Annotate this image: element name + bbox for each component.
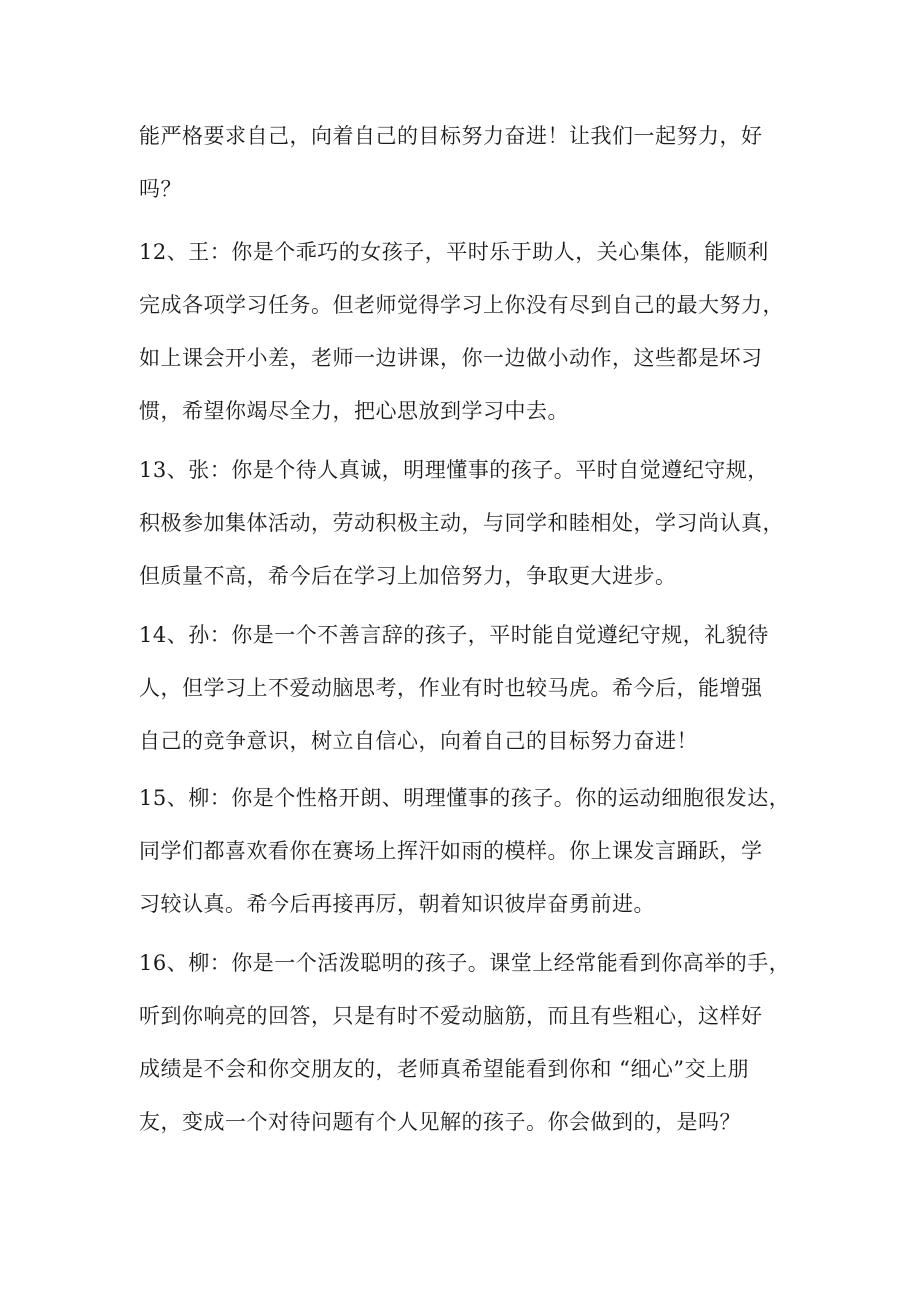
text-line: 14、孙：你是一个不善言辞的孩子，平时能自觉遵纪守规，礼貌待 [139,623,769,647]
paragraph-comment-16 [139,937,789,1149]
text-line: 能严格要求自己，向着自己的目标努力奋进！让我们一起努力，好 [139,124,763,148]
text-line: 成绩是不会和你交朋友的，老师真希望能看到你和 “细心”交上朋 [139,1057,750,1081]
text-line: 吗？ [139,177,182,201]
text-line: 但质量不高，希今后在学习上加倍努力，争取更大进步。 [139,564,677,588]
text-line: 13、张：你是个待人真诚，明理懂事的孩子。平时自觉遵纪守规， [139,458,769,482]
paragraph-comment-13 [139,444,789,603]
text-line: 友，变成一个对待问题有个人见解的孩子。你会做到的，是吗？ [139,1110,741,1134]
paragraph-comment-14 [139,609,789,768]
paragraph-intro [139,110,789,216]
text-line: 12、王：你是个乖巧的女孩子，平时乐于助人，关心集体，能顺利 [139,240,769,264]
text-line: 积极参加集体活动，劳动积极主动，与同学和睦相处，学习尚认真， [139,511,784,535]
text-line: 15、柳：你是个性格开朗、明理懂事的孩子。你的运动细胞很发达， [139,786,791,810]
text-line: 同学们都喜欢看你在赛场上挥汗如雨的模样。你上课发言踊跃，学 [139,839,763,863]
text-line: 听到你响亮的回答，只是有时不爱动脑筋，而且有些粗心，这样好 [139,1004,763,1028]
paragraph-comment-15 [139,772,789,931]
text-line: 如上课会开小差，老师一边讲课，你一边做小动作，这些都是坏习 [139,346,763,370]
paragraph-comment-12 [139,226,789,438]
text-line: 完成各项学习任务。但老师觉得学习上你没有尽到自己的最大努力， [139,293,784,317]
text-line: 自己的竞争意识，树立自信心，向着自己的目标努力奋进！ [139,729,698,753]
text-line: 16、柳：你是一个活泼聪明的孩子。课堂上经常能看到你高举的手， [139,951,791,975]
text-line: 惯，希望你竭尽全力，把心思放到学习中去。 [139,399,569,423]
text-line: 人，但学习上不爱动脑思考，作业有时也较马虎。希今后，能增强 [139,676,763,700]
text-line: 习较认真。希今后再接再厉，朝着知识彼岸奋勇前进。 [139,892,655,916]
